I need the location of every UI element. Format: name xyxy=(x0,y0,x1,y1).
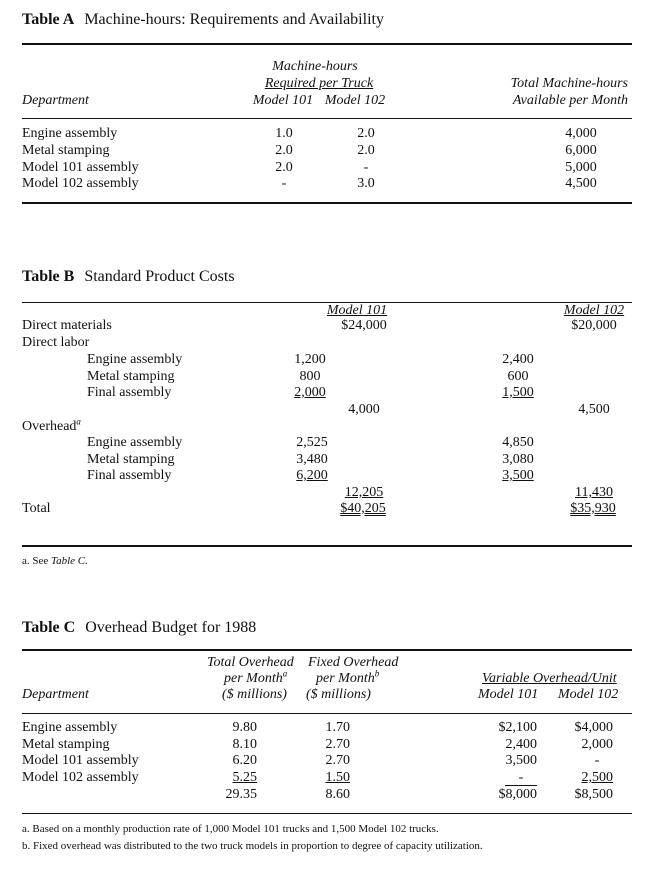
total-machine-hours-header: Total Machine-hours xyxy=(510,76,628,91)
model-101-subtotal-cell: 12,205 xyxy=(344,485,384,500)
table-a-header-row xyxy=(0,59,654,75)
total-overhead-cell: 6.20 xyxy=(232,753,257,768)
fixed-overhead-cell: 2.70 xyxy=(325,753,350,768)
overhead-label xyxy=(22,416,81,435)
available-hours-cell: 6,000 xyxy=(565,143,597,158)
available-hours-cell: 4,000 xyxy=(565,126,597,141)
variable-overhead-header: Variable Overhead/Unit xyxy=(482,671,617,686)
fixed-overhead-header: Fixed Overhead xyxy=(308,655,399,670)
table-row xyxy=(0,485,654,501)
table-c-footnote: b. Fixed overhead was distributed to the two truck models in proportion to degree of capacity utilization. xyxy=(22,840,483,852)
model-101-item-cell: 3,480 xyxy=(296,452,328,467)
table-c-header-row xyxy=(0,655,654,671)
model-102-header: Model 102 xyxy=(558,687,619,702)
footnote-marker: b xyxy=(374,668,380,679)
variable-102-cell: - xyxy=(594,753,600,768)
table-a-header-rule xyxy=(22,118,632,119)
table-row xyxy=(0,352,654,368)
department-cell: Model 102 assembly xyxy=(22,770,139,785)
variable-102-cell: 2,000 xyxy=(581,737,613,752)
fixed-overhead-cell: 1.50 xyxy=(325,770,350,785)
model-102-hours-cell: 2.0 xyxy=(357,143,375,158)
model-102-item-cell: 4,850 xyxy=(502,435,534,450)
total-overhead-unit-header: ($ millions) xyxy=(222,687,287,702)
table-row xyxy=(0,452,654,468)
model-101-subtotal-cell: 4,000 xyxy=(348,402,380,417)
total-overhead-period-header xyxy=(224,668,288,687)
table-row xyxy=(0,143,654,159)
table-a-header-row xyxy=(0,76,654,92)
department-cell: Model 102 assembly xyxy=(22,176,139,191)
fixed-overhead-sum-cell: 8.60 xyxy=(325,787,350,802)
footnote-marker: a xyxy=(282,668,288,679)
model-101-total-cell: $24,000 xyxy=(341,318,387,333)
table-a-top-rule xyxy=(22,43,632,45)
model-101-item-cell: 1,200 xyxy=(294,352,326,367)
model-101-grand-total-cell: $40,205 xyxy=(340,501,386,516)
table-total-row xyxy=(0,787,654,803)
model-101-item-cell: 2,525 xyxy=(296,435,328,450)
model-101-hours-cell: 1.0 xyxy=(275,126,293,141)
table-a-heading xyxy=(22,11,384,29)
table-row xyxy=(0,435,654,451)
total-overhead-sum-cell: 29.35 xyxy=(225,787,257,802)
table-row xyxy=(0,335,654,351)
model-101-hours-cell: 2.0 xyxy=(275,160,293,175)
model-101-header: Model 101 xyxy=(326,303,388,318)
model-102-total-cell: $20,000 xyxy=(571,318,617,333)
overhead-label-text: Overhead xyxy=(22,419,77,434)
table-row xyxy=(0,176,654,192)
available-hours-cell: 4,500 xyxy=(565,176,597,191)
variable-101-cell: - xyxy=(505,770,537,786)
department-cell: Model 101 assembly xyxy=(22,160,139,175)
table-row xyxy=(0,318,654,334)
variable-101-cell: 3,500 xyxy=(505,753,537,768)
table-row xyxy=(0,468,654,484)
table-row xyxy=(0,501,654,517)
footnote-reference: Table C. xyxy=(51,555,88,567)
variable-102-sum-cell: $8,500 xyxy=(574,787,613,802)
table-row xyxy=(0,385,654,401)
variable-102-cell: $4,000 xyxy=(574,720,613,735)
model-102-hours-cell: 3.0 xyxy=(357,176,375,191)
table-row xyxy=(0,160,654,176)
fixed-overhead-cell: 1.70 xyxy=(325,720,350,735)
department-cell: Metal stamping xyxy=(22,737,110,752)
model-102-header: Model 102 xyxy=(563,303,625,318)
table-a-header-row xyxy=(0,93,654,109)
available-hours-cell: 5,000 xyxy=(565,160,597,175)
table-row xyxy=(0,753,654,769)
machine-hours-group-header: Machine-hours xyxy=(272,59,358,74)
model-101-item-cell: 2,000 xyxy=(294,385,326,400)
footnote-marker: a xyxy=(76,416,81,427)
item-label: Metal stamping xyxy=(87,369,175,384)
department-cell: Model 101 assembly xyxy=(22,753,139,768)
fixed-overhead-period-header xyxy=(316,668,380,687)
model-102-item-cell: 1,500 xyxy=(502,385,534,400)
department-header: Department xyxy=(22,93,89,108)
model-102-subtotal-cell: 11,430 xyxy=(575,485,613,500)
model-101-hours-cell: - xyxy=(281,176,287,191)
model-101-header: Model 101 xyxy=(478,687,539,702)
table-row xyxy=(0,720,654,736)
table-row xyxy=(0,369,654,385)
footnote-text: a. See xyxy=(22,555,49,567)
model-102-hours-cell: - xyxy=(363,160,369,175)
model-101-hours-cell: 2.0 xyxy=(275,143,293,158)
table-c-header-row xyxy=(0,668,654,687)
table-row xyxy=(0,770,654,786)
total-overhead-header: Total Overhead xyxy=(207,655,294,670)
table-c-top-rule xyxy=(22,649,632,651)
direct-materials-label: Direct materials xyxy=(22,318,112,333)
per-month-text: per Month xyxy=(224,671,283,686)
variable-102-cell: 2,500 xyxy=(581,770,613,785)
table-row xyxy=(0,126,654,142)
model-101-item-cell: 800 xyxy=(299,369,321,384)
item-label: Engine assembly xyxy=(87,352,183,367)
department-cell: Engine assembly xyxy=(22,720,118,735)
table-c-title: Overhead Budget for 1988 xyxy=(85,619,257,636)
model-101-item-cell: 6,200 xyxy=(296,468,328,483)
direct-labor-label: Direct labor xyxy=(22,335,90,350)
item-label: Metal stamping xyxy=(87,452,175,467)
fixed-overhead-cell: 2.70 xyxy=(325,737,350,752)
model-102-grand-total-cell: $35,930 xyxy=(570,501,616,516)
model-102-header: Model 102 xyxy=(324,93,386,108)
item-label: Engine assembly xyxy=(87,435,183,450)
variable-101-cell: 2,400 xyxy=(505,737,537,752)
total-overhead-cell: 5.25 xyxy=(232,770,257,785)
table-c-label: Table C xyxy=(22,619,76,636)
table-c-bottom-rule xyxy=(22,813,632,814)
department-cell: Metal stamping xyxy=(22,143,110,158)
department-cell: Engine assembly xyxy=(22,126,118,141)
per-month-text: per Month xyxy=(316,671,375,686)
table-b-bottom-rule xyxy=(22,545,632,547)
table-row xyxy=(0,416,654,435)
table-c-footnote: a. Based on a monthly production rate of 1,000 Model 101 trucks and 1,500 Model 102 trucks. xyxy=(22,823,439,835)
table-a-bottom-rule xyxy=(22,202,632,204)
table-row xyxy=(0,402,654,418)
table-b-heading xyxy=(22,268,235,286)
fixed-overhead-unit-header: ($ millions) xyxy=(306,687,371,702)
model-102-item-cell: 3,500 xyxy=(502,468,534,483)
table-c-header-row xyxy=(0,687,654,703)
department-header: Department xyxy=(22,687,89,702)
table-a-title: Machine-hours: Requirements and Availability xyxy=(84,11,384,28)
model-102-hours-cell: 2.0 xyxy=(357,126,375,141)
table-row xyxy=(0,737,654,753)
total-overhead-cell: 9.80 xyxy=(232,720,257,735)
model-102-item-cell: 600 xyxy=(507,369,529,384)
item-label: Final assembly xyxy=(87,385,172,400)
table-c-heading xyxy=(22,619,256,637)
table-a-label: Table A xyxy=(22,11,75,28)
variable-101-cell: $2,100 xyxy=(498,720,537,735)
item-label: Final assembly xyxy=(87,468,172,483)
model-101-header: Model 101 xyxy=(252,93,314,108)
table-b-header-row xyxy=(0,303,654,319)
available-per-month-header: Available per Month xyxy=(512,93,628,108)
model-102-item-cell: 3,080 xyxy=(502,452,534,467)
model-102-subtotal-cell: 4,500 xyxy=(578,402,610,417)
required-per-truck-header: Required per Truck xyxy=(264,76,374,91)
table-b-label: Table B xyxy=(22,268,75,285)
table-b-title: Standard Product Costs xyxy=(84,268,235,285)
table-c-header-rule xyxy=(22,713,632,714)
model-102-item-cell: 2,400 xyxy=(502,352,534,367)
total-overhead-cell: 8.10 xyxy=(232,737,257,752)
total-label: Total xyxy=(22,501,51,516)
variable-101-sum-cell: $8,000 xyxy=(498,787,537,802)
table-b-footnote xyxy=(22,554,88,568)
